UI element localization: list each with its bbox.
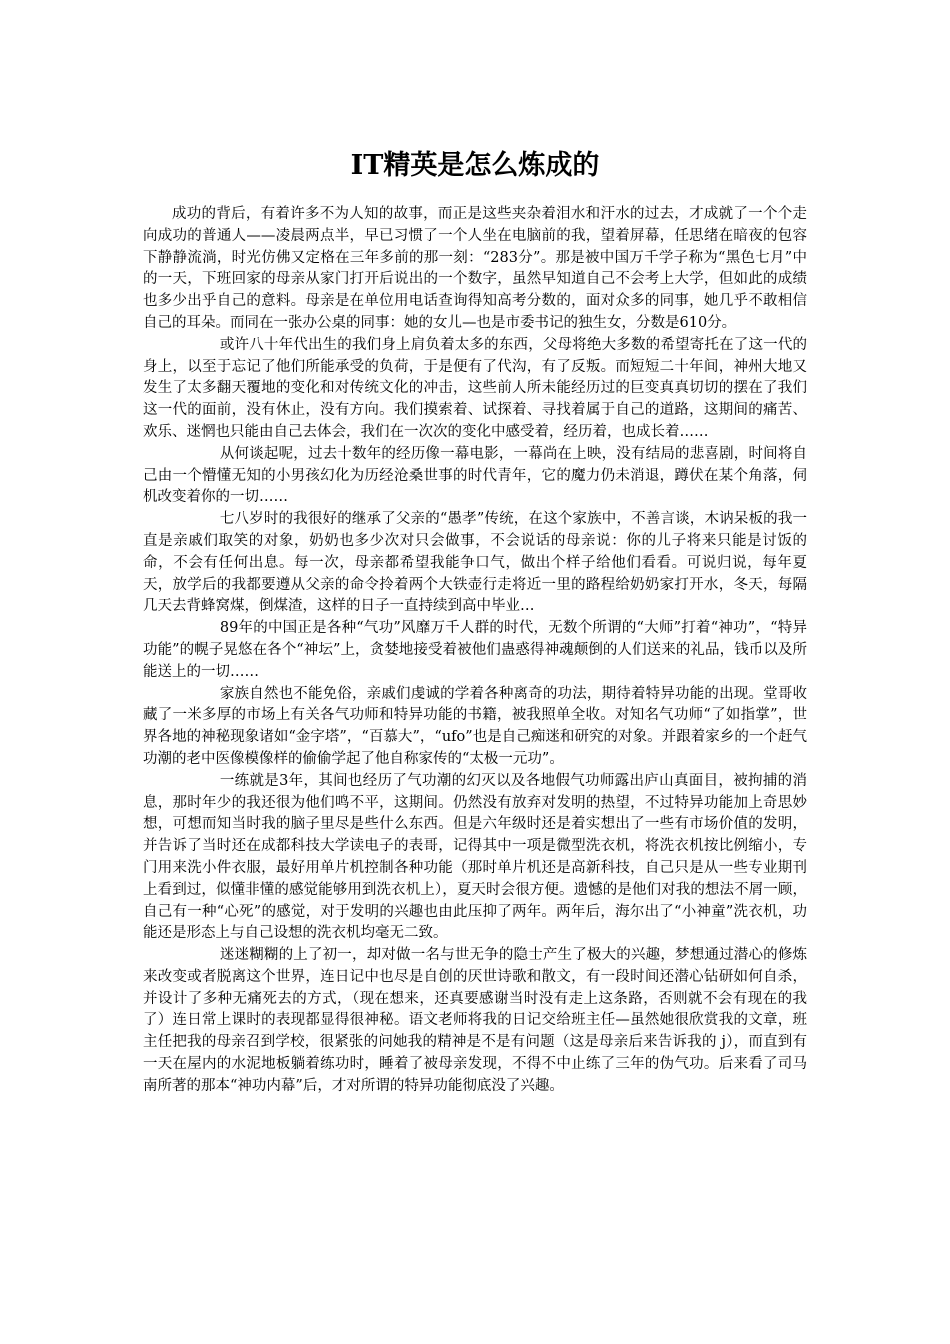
paragraph-1: 成功的背后，有着许多不为人知的故事，而正是这些夹杂着泪水和汗水的过去，才成就了一个个走向成功的普通人——凌晨两点半，早已习惯了一个人坐在电脑前的我，望着屏幕，任思绪在暗夜的包容下静静流淌，时光仿佛又定格在三年多前的那一刻：“283分”。那是被中国万千学子称为“黑色七月”中的一天，下班回家的母亲从家门打开后说出的一个数字，虽然早知道自己不会考上大学，但如此的成绩也多少出乎自己的意料。母亲是在单位用电话查询得知高考分数的，面对众多的同事，她几乎不敢相信自己的耳朵。而同在一张办公桌的同事：她的女儿—也是市委书记的独生女，分数是610分。 (143, 206, 807, 331)
paragraph-2: 或许八十年代出生的我们身上肩负着太多的东西，父母将绝大多数的希望寄托在了这一代的身上，以至于忘记了他们所能承受的负荷，于是便有了代沟，有了反叛。而短短二十年间，神州大地又发生了太多翻天覆地的变化和对传统文化的冲击，这些前人所未能经历过的巨变真真切切的摆在了我们这一代的面前，没有休止，没有方向。我们摸索着、试探着、寻找着属于自己的道路，这期间的痛苦、欢乐、迷惘也只能由自己去体会，我们在一次次的变化中感受着，经历着，也成长着…… (143, 336, 807, 440)
paragraph-8: 迷迷糊糊的上了初一，却对做一名与世无争的隐士产生了极大的兴趣，梦想通过潜心的修炼来改变或者脱离这个世界，连日记中也尽是自创的厌世诗歌和散文，有一段时间还潜心钻研如何自杀，并设计了多种无痛死去的方式，（现在想来，还真要感谢当时没有走上这条路，否则就不会有现在的我了）连日常上课时的表现都显得很神秘。语文老师将我的日记交给班主任—虽然她很欣赏我的文章，班主任把我的母亲召到学校，很紧张的问她我的精神是不是有问题（这是母亲后来告诉我的 j），而直到有一天在屋内的水泥地板躺着练功时，睡着了被母亲发现，不得不中止练了三年的伪气功。后来看了司马南所著的那本“神功内幕”后，才对所谓的特异功能彻底没了兴趣。 (143, 947, 807, 1094)
document-body (143, 204, 807, 1098)
paragraph-6: 家族自然也不能免俗，亲戚们虔诚的学着各种离奇的功法，期待着特异功能的出现。堂哥收藏了一米多厚的市场上有关各气功师和特异功能的书籍，被我照单全收。对知名气功师“了如指掌”，世界各地的神秘现象诸如“金字塔”，“百慕大”，“ufo”也是自己痴迷和研究的对象。并跟着家乡的一个赶气功潮的老中医像模像样的偷偷学起了他自称家传的“太极一元功”。 (143, 685, 807, 767)
paragraph-5: 89年的中国正是各种“气功”风靡万千人群的时代，无数个所谓的“大师”打着“神功”，“特异功能”的幌子晃悠在各个“神坛”上，贪婪地接受着被他们蛊惑得神魂颠倒的人们送来的礼品，钱币以及所能送上的一切…… (143, 620, 807, 680)
paragraph-7: 一练就是3年，其间也经历了气功潮的幻灭以及各地假气功师露出庐山真面目，被拘捕的消息，那时年少的我还很为他们鸣不平，这期间。仍然没有放弃对发明的热望，不过特异功能加上奇思妙想，可想而知当时我的脑子里尽是些什么东西。但是六年级时还是着实想出了一些有市场价值的发明，并告诉了当时还在成都科技大学读电子的表哥，记得其中一项是微型洗衣机，将洗衣机按比例缩小，专门用来洗小件衣服，最好用单片机控制各种功能（那时单片机还是高新科技，自己只是从一些专业期刊上看到过，似懂非懂的感觉能够用到洗衣机上），夏天时会很方便。遗憾的是他们对我的想法不屑一顾，自己有一种“心死”的感觉，对于发明的兴趣也由此压抑了两年。两年后，海尔出了“小神童”洗衣机，功能还是形态上与自己设想的洗衣机均毫无二致。 (143, 772, 807, 942)
document-title: IT精英是怎么炼成的 (350, 150, 600, 181)
paragraph-4: 七八岁时的我很好的继承了父亲的“愚孝”传统，在这个家族中，不善言谈，木讷呆板的我一直是亲戚们取笑的对象，奶奶也多少次对只会做事，不会说话的母亲说：你的儿子将来只能是讨饭的命，不会有任何出息。每一次，母亲都希望我能争口气，做出个样子给他们看看。可说归说，每年夏天，放学后的我都要遵从父亲的命令拎着两个大铁壶行走将近一里的路程给奶奶家打开水，冬天，每隔几天去背蜂窝煤，倒煤渣，这样的日子一直持续到高中毕业… (143, 511, 807, 615)
paragraph-3: 从何谈起呢，过去十数年的经历像一幕电影，一幕尚在上映，没有结局的悲喜剧，时间将自己由一个懵懂无知的小男孩幻化为历经沧桑世事的时代青年，它的魔力仍未消退，蹲伏在某个角落，伺机改变着你的一切…… (143, 445, 807, 506)
